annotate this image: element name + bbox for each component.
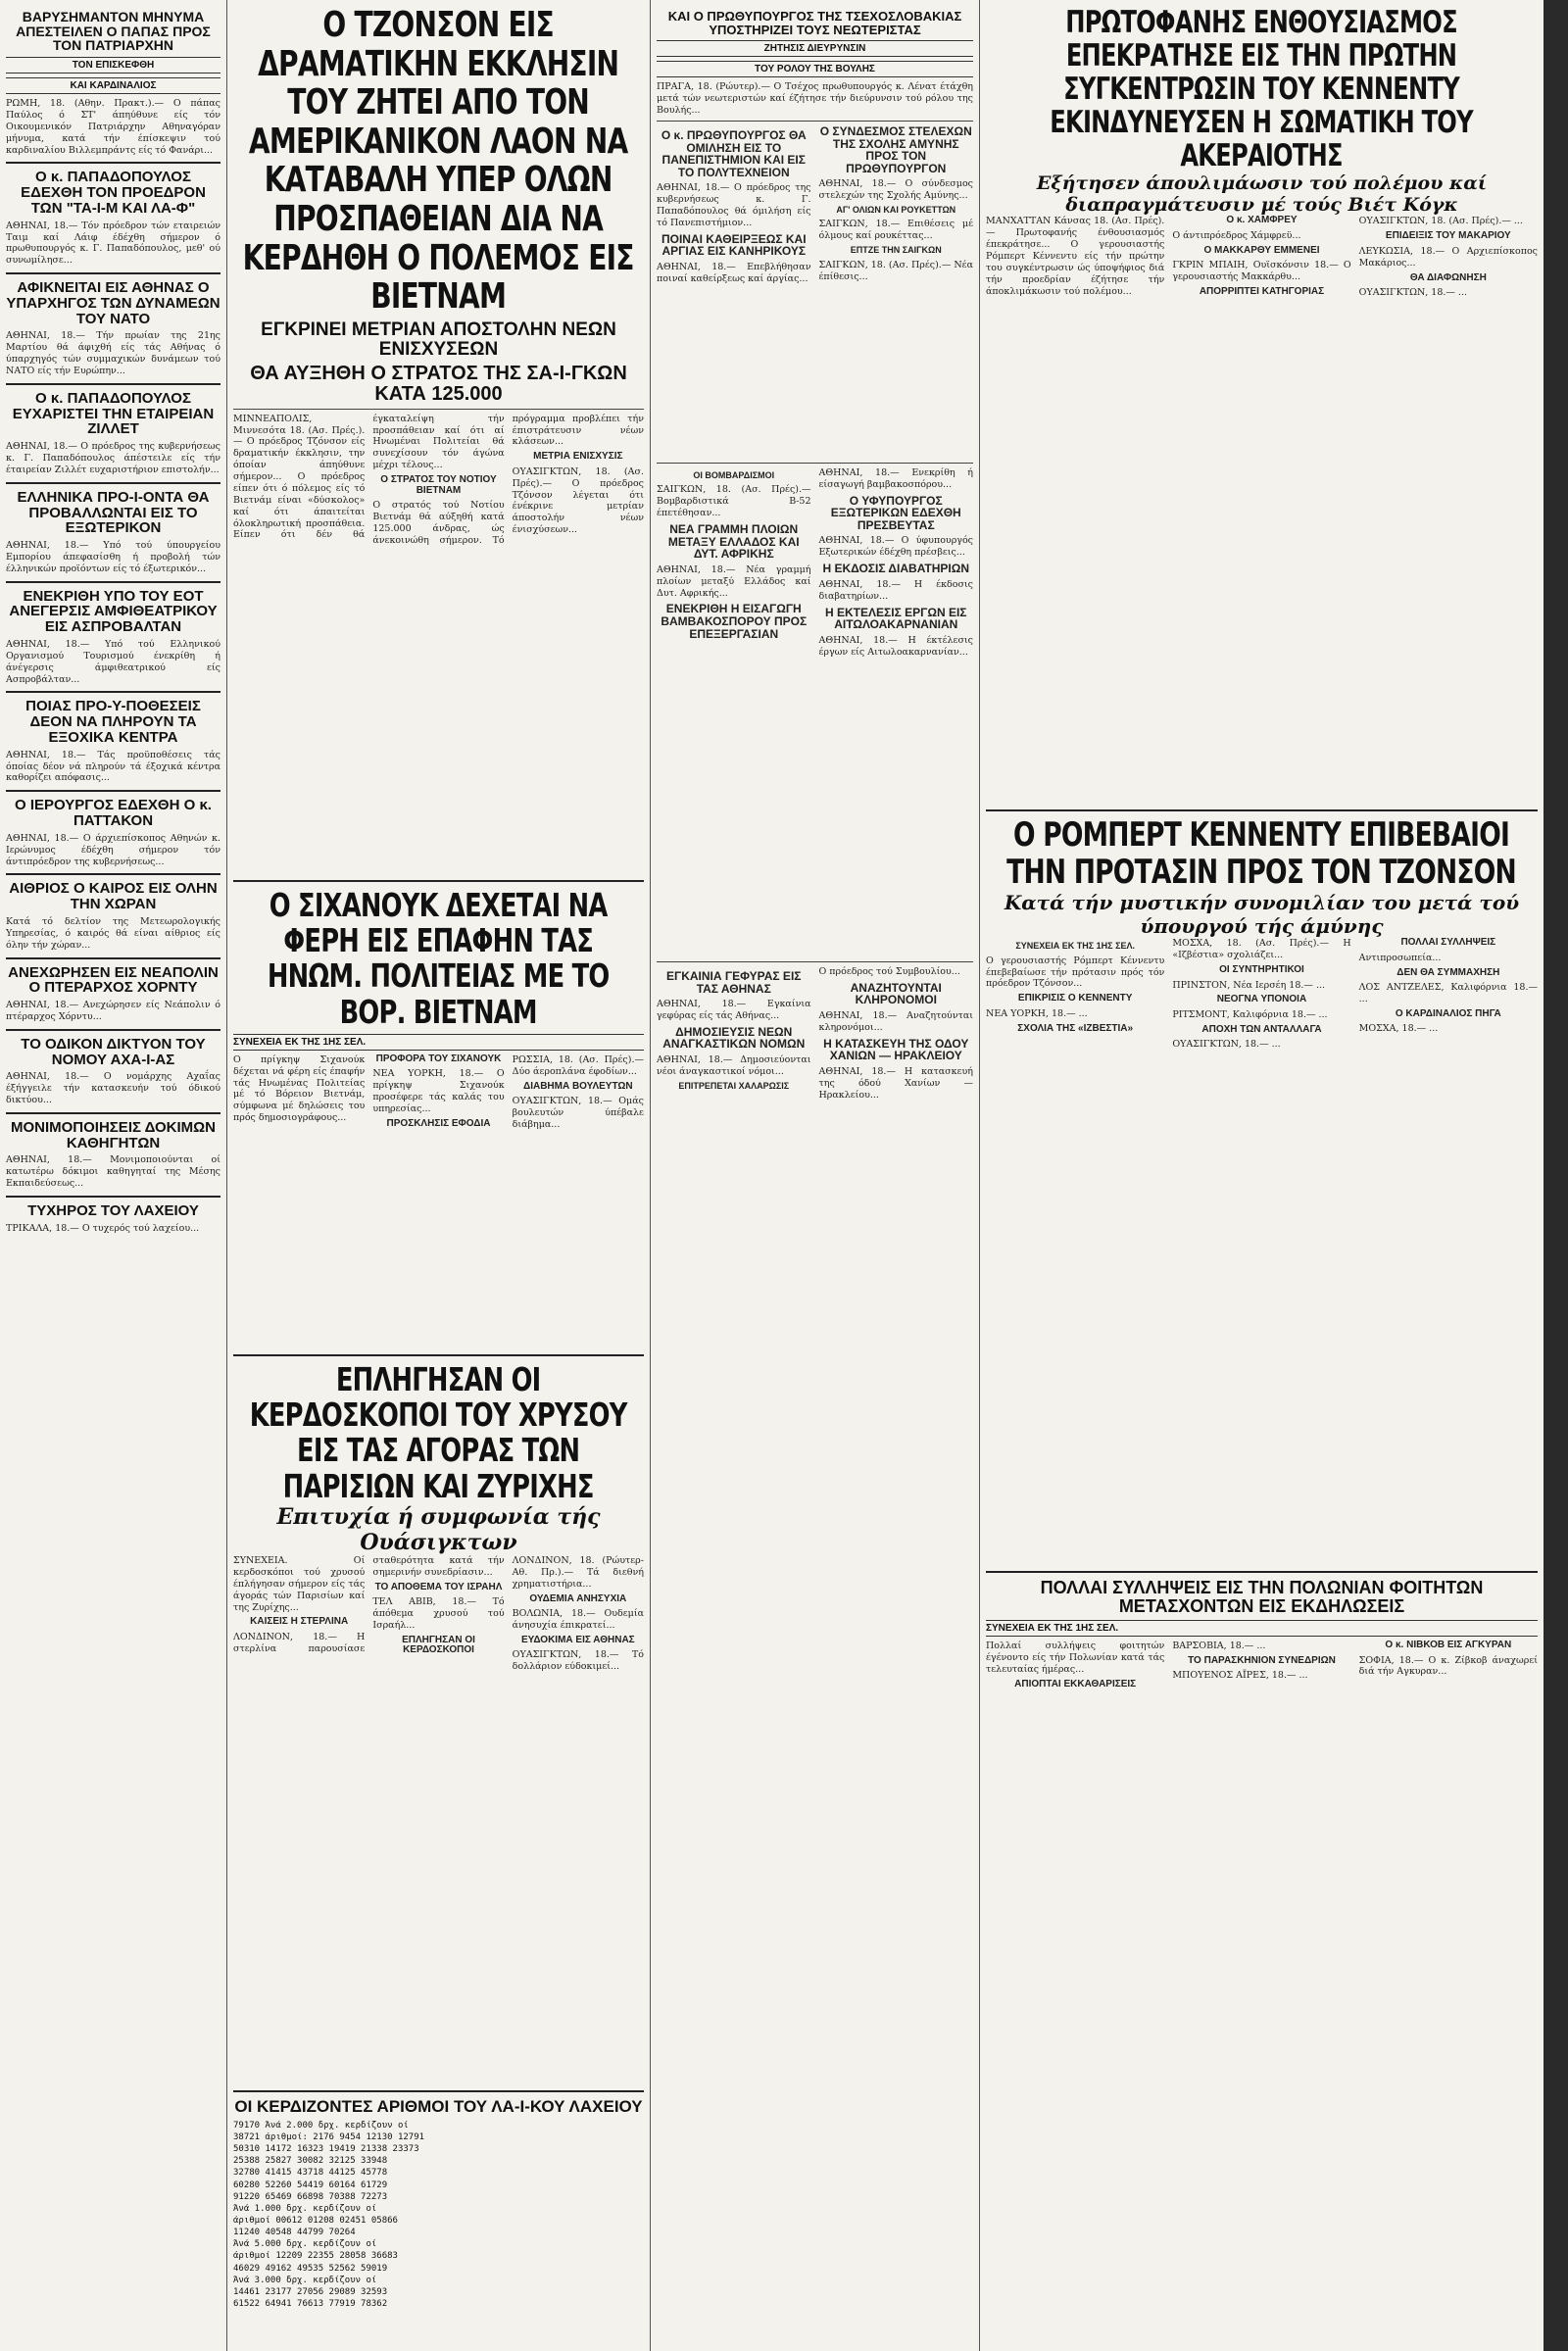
headline-deputy-foreign: Ο ΥΦΥΠΟΥΡΓΟΣ ΕΞΩΤΕΡΙΚΩΝ ΕΔΕΧΘΗ ΠΡΕΣΒΕΥΤΑΣ	[830, 493, 961, 532]
article-gold: ΣΥΝΕΧΕΙΑ. Οί κερδοσκόποι τού χρυσού έπλήγησαν σήμερον είς τάς άγοράς τών Παρισίων καί της Ζυρίχης... ΚΑΙΣΕΙΣ Η ΣΤΕΡΛΙΝΑ ΛΟΝΔΙΝΟΝ, 18.— Η στερλίνα παρουσίασε σταθερότητα κατά τήν σημερινήν συνεδρίασιν... ΤΟ ΑΠΟΘΕΜΑ ΤΟΥ ΙΣΡΑΗΛ ΤΕΛ ΑΒΙΒ, 18.— Τό άπόθεμα χρυσού τού Ισραήλ... ΕΠΛΗΓΗΣΑΝ ΟΙ ΚΕΡΔΟΣΚΟΠΟΙ ΛΟΝΔΙΝΟΝ, 18. (Ρώυτερ-Αθ. Πρ.).— Τά διεθνή χρηματιστήρια... ΟΥΔΕΜΙΑ ΑΝΗΣΥΧΙΑ ΒΟΛΩΝΙΑ, 18.— Ουδεμία άνησυχία έπικρατεί... ΕΥΔΟΚΙΜΑ ΕΙΣ ΑΘΗΝΑΣ ΟΥΑΣΙΓΚΤΩΝ, 18.— Τό δολλάριον εύδοκιμεί...	[233, 1555, 644, 1673]
page-edge-shadow	[1544, 0, 1568, 2351]
headline-kennedy-danger: ΕΚΙΝΔΥΝΕΥΣΕΝ Η ΣΩΜΑΤΙΚΗ ΤΟΥ ΑΚΕΡΑΙΟΤΗΣ	[1050, 105, 1473, 174]
headline-pope-message: ΒΑΡΥΣΗΜΑΝΤΟΝ ΜΗΝΥΜΑ ΑΠΕΣΤΕΙΛΕΝ Ο ΠΑΠΑΣ ΠΡΟΣ ΤΟΝ ΠΑΤΡΙΑΡΧΗΝ	[16, 9, 211, 54]
column-1: ΒΑΡΥΣΗΜΑΝΤΟΝ ΜΗΝΥΜΑ ΑΠΕΣΤΕΙΛΕΝ Ο ΠΑΠΑΣ ΠΡΟΣ ΤΟΝ ΠΑΤΡΙΑΡΧΗΝ ΤΟΝ ΕΠΙΣΚΕΦΘΗ ΚΑΙ ΚΑΡΔΙΝΑΛΙΟΣ ΡΩΜΗ, 18. (Αθην. Πρακτ.).— Ο πάπας Παύλος ό ΣΤ' άπηύθυνε είς τόν Οικουμενικόν Πατριάρχην Αθηναγόραν μήνυμα, κατά τήν έπίσκεψιν τού καρδιναλίου Βιλλεμπράντς είς τό Φανάρι... Ο κ. ΠΑΠΑΔΟΠΟΥΛΟΣ ΕΔΕΧΘΗ ΤΟΝ ΠΡΟΕΔΡΟΝ ΤΩΝ "ΤΑ-Ι-Μ ΚΑΙ ΛΑ-Φ" ΑΘΗΝΑΙ, 18.— Τόν πρόεδρον τών εταιρειών Ταιμ καί Λάιφ έδέχθη σήμερον ό πρωθυπουργός κ. Γ. Παπαδόπουλος, μεθ' ού συνωμίλησε... ΑΦΙΚΝΕΙΤΑΙ ΕΙΣ ΑΘΗΝΑΣ Ο ΥΠΑΡΧΗΓΟΣ ΤΩΝ ΔΥΝΑΜΕΩΝ ΤΟΥ ΝΑΤΟ ΑΘΗΝΑΙ, 18.— Τήν πρωίαν της 21ης Μαρτίου θά άφιχθή είς τάς Αθήνας ό ύπαρχηγός τών συμμαχικών δυνάμεων τού ΝΑΤΟ είς τήν Ευρώπην... Ο κ. ΠΑΠΑΔΟΠΟΥΛΟΣ ΕΥΧΑΡΙΣΤΕΙ ΤΗΝ ΕΤΑΙΡΕΙΑΝ ΖΙΛΛΕΤ ΑΘΗΝΑΙ, 18.— Ο πρόεδρος της κυβερνήσεως κ. Γ. Παπαδόπουλος άπέστειλε είς τήν έταιρείαν Ζιλλέτ ευχαριστήριον επιστολήν... ΕΛΛΗΝΙΚΑ ΠΡΟ-Ι-ΟΝΤΑ ΘΑ ΠΡΟΒΑΛΛΩΝΤΑΙ ΕΙΣ ΤΟ ΕΞΩΤΕΡΙΚΟΝ ΑΘΗΝΑΙ, 18.— Υπό τού ύπουργείου Εμπορίου άπεφασίσθη ή προβολή τών έλληνικών προϊόντων είς τό έξωτερικόν... ΕΝΕΚΡΙΘΗ ΥΠΟ ΤΟΥ ΕΟΤ ΑΝΕΓΕΡΣΙΣ ΑΜΦΙΘΕΑΤΡΙΚΟΥ ΕΙΣ ΑΣΠΡΟΒΑΛΤΑΝ ΑΘΗΝΑΙ, 18.— Υπό τού Ελληνικού Οργανισμού Τουρισμού ένεκρίθη ή άνέγερσις άμφιθεατρικού είς Ασπροβάλταν... ΠΟΙΑΣ ΠΡΟ-Υ-ΠΟΘΕΣΕΙΣ ΔΕΟΝ ΝΑ ΠΛΗΡΟΥΝ ΤΑ ΕΞΟΧΙΚΑ ΚΕΝΤΡΑ ΑΘΗΝΑΙ, 18.— Τάς προϋποθέσεις τάς όποίας δέον νά πληρούν τά έξοχικά κέντρα καθορίζει απόφασις... Ο ΙΕΡΟΥΡΓΟΣ ΕΔΕΧΘΗ Ο κ. ΠΑΤΤΑΚΟΝ ΑΘΗΝΑΙ, 18.— Ο άρχιεπίσκοπος Αθηνών κ. Ιερώνυμος έδέχθη σήμερον τόν άντιπρόεδρον της κυβερνήσεως... ΑΙΘΡΙΟΣ Ο ΚΑΙΡΟΣ ΕΙΣ ΟΛΗΝ ΤΗΝ ΧΩΡΑΝ Κατά τό δελτίον της Μετεωρολογικής Υπηρεσίας, ό καιρός θά είναι αίθριος είς όλην τήν χώραν... ΑΝΕΧΩΡΗΣΕΝ ΕΙΣ ΝΕΑΠΟΛΙΝ Ο ΠΤΕΡΑΡΧΟΣ ΧΟΡΝΤΥ ΑΘΗΝΑΙ, 18.— Ανεχώρησεν είς Νεάπολιν ό πτέραρχος Χόρντυ... ΤΟ ΟΔΙΚΟΝ ΔΙΚΤΥΟΝ ΤΟΥ ΝΟΜΟΥ ΑΧΑ-Ι-ΑΣ ΑΘΗΝΑΙ, 18.— Ο νομάρχης Αχαΐας έξήγγειλε τήν κατασκευήν τού όδικού δικτύου... ΜΟΝΙΜΟΠΟΙΗΣΕΙΣ ΔΟΚΙΜΩΝ ΚΑΘΗΓΗΤΩΝ ΑΘΗΝΑΙ, 18.— Μονιμοποιούνται οί κατωτέρω δόκιμοι καθηγηταί της Μέσης Εκπαιδεύσεως... ΤΥΧΗΡΟΣ ΤΟΥ ΛΑΧΕΙΟΥ ΤΡΙΚΑΛΑ, 18.— Ο τυχερός τού λαχείου...	[0, 0, 227, 2351]
headline-gold-speculators: ΕΠΛΗΓΗΣΑΝ ΟΙ ΚΕΡΔΟΣΚΟΠΟΙ ΤΟΥ ΧΡΥΣΟΥ ΕΙΣ ΤΑΣ ΑΓΟΡΑΣ ΤΩΝ ΠΑΡΙΣΙΩΝ ΚΑΙ ΖΥΡΙΧΗΣ	[249, 1359, 627, 1505]
headline-lottery-winner: ΤΥΧΗΡΟΣ ΤΟΥ ΛΑΧΕΙΟΥ	[27, 1202, 199, 1220]
subhead-visit: ΤΟΝ ΕΠΙΣΚΕΦΘΗ	[6, 57, 220, 73]
lottery-numbers: 79170 Άνά 2.000 δρχ. κερδίζουν οί 38721 άριθμοί: 2176 9454 12130 12791 50310 14172 16323 19419 21338 23373 25388 25827 30082 32125 33948 32780 41415 43718 44125 45778 60280 52260 54419 60164 61729 91220 65469 66898 70388 72273 Άνά 1.000 δρχ. κερδίζουν οί άριθμοί 00612 01208 02451 05866 11240 40548 44799 70264 Άνά 5.000 δρχ. κερδίζουν οί άριθμοί 12209 22355 28058 36683 46029 49162 49535 52562 59019 Άνά 3.000 δρχ. κερδίζουν οί 14461 23177 27056 29089 32593 61522 64941 76613 77919 78362	[233, 2120, 425, 2309]
subhead-washington-agreement: Επιτυχία ή συμφωνία τής Ουάσιγκτων	[276, 1504, 601, 1555]
headline-heirs: ΑΝΑΖΗΤΟΥΝΤΑΙ ΚΛΗΡΟΝΟΜΟΙ	[850, 980, 942, 1007]
headline-bridge: ΕΓΚΑΙΝΙΑ ΓΕΦΥΡΑΣ ΕΙΣ ΤΑΣ ΑΘΗΝΑΣ	[666, 968, 802, 996]
subhead-reinforcements: ΕΓΚΡΙΝΕΙ ΜΕΤΡΙΑΝ ΑΠΟΣΤΟΛΗΝ ΝΕΩΝ ΕΝΙΣΧΥΣΕΩΝ	[261, 318, 616, 360]
headline-passports: Η ΕΚΔΟΣΙΣ ΔΙΑΒΑΤΗΡΙΩΝ	[822, 562, 969, 576]
headline-air-marshal: ΑΝΕΧΩΡΗΣΕΝ ΕΙΣ ΝΕΑΠΟΛΙΝ Ο ΠΤΕΡΑΡΧΟΣ ΧΟΡΝΤΥ	[8, 963, 219, 997]
article-kennedy: ΜΑΝΧΑΤΤΑΝ Κάνσας 18. (Ασ. Πρές).— Πρωτοφανής ένθουσιασμός έπεκράτησε... Ο γερουσιαστής Ρόμπερτ Κέννεντυ είς τήν πρώτην του συγκέντρωσιν ώς ύποψήφιος διά τήν προεδρίαν έζήτησε τήν άποκλιμάκωσιν τού πολέμου... Ο κ. ΧΑΜΦΡΕΥ Ο άντιπρόεδρος Χάμφρεϋ... Ο ΜΑΚΚΑΡΘΥ ΕΜΜΕΝΕΙ ΓΚΡΙΝ ΜΠΑΙΗ, Ουϊσκόνσιν 18.— Ο γερουσιαστής Μακκάρθυ... ΑΠΟΡΡΙΠΤΕΙ ΚΑΤΗΓΟΡΙΑΣ ΟΥΑΣΙΓΚΤΩΝ, 18. (Ασ. Πρές).— ... ΕΠΙΔΕΙΞΙΣ ΤΟΥ ΜΑΚΑΡΙΟΥ ΛΕΥΚΩΣΙΑ, 18.— Ο Αρχιεπίσκοπος Μακάριος... ΘΑ ΔΙΑΦΩΝΗΣΗ ΟΥΑΣΙΓΚΤΩΝ, 18.— ...	[986, 216, 1538, 299]
headline-kennedy-enthusiasm: ΠΡΩΤΟΦΑΝΗΣ ΕΝΘΟΥΣΙΑΣΜΟΣ ΕΠΕΚΡΑΤΗΣΕ ΕΙΣ ΤΗΝ ΠΡΩΤΗΝ ΣΥΓΚΕΝΤΡΩΣΙΝ ΤΟΥ ΚΕΝΝΕΝΤΥ	[1063, 5, 1459, 108]
headline-pm-university: Ο κ. ΠΡΩΘΥΠΟΥΡΓΟΣ ΘΑ ΟΜΙΛΗΣΗ ΕΙΣ ΤΟ ΠΑΝΕΠΙΣΤΗΜΙΟΝ ΚΑΙ ΕΙΣ ΤΟ ΠΟΛΥΤΕΧΝΕΙΟΝ	[661, 127, 807, 179]
headline-gillette: Ο κ. ΠΑΠΑΔΟΠΟΥΛΟΣ ΕΥΧΑΡΙΣΤΕΙ ΤΗΝ ΕΤΑΙΡΕΙΑΝ ΖΙΛΛΕΤ	[12, 389, 215, 438]
article-kennedy-proposal: ΣΥΝΕΧΕΙΑ ΕΚ ΤΗΣ 1ΗΣ ΣΕΛ. Ο γερουσιαστής Ρόμπερτ Κέννεντυ έπεβεβαίωσε τήν πρότασιν πρός τόν πρόεδρον Τζόνσον... ΕΠΙΚΡΙΣΙΣ Ο ΚΕΝΝΕΝΤΥ ΝΕΑ ΥΟΡΚΗ, 18.— ... ΣΧΟΛΙΑ ΤΗΣ «ΙΖΒΕΣΤΙΑ» ΜΟΣΧΑ, 18. (Ασ. Πρές).— Η «Ιζβέστια» σχολιάζει... ΟΙ ΣΥΝΤΗΡΗΤΙΚΟΙ ΠΡΙΝΣΤΟΝ, Νέα Ιερσέη 18.— ... ΝΕΟΓΝΑ ΥΠΟΝΟΙΑ ΡΙΤΣΜΟΝΤ, Καλιφόρνια 18.— ... ΑΠΟΧΗ ΤΩΝ ΑΝΤΑΛΛΑΓΑ ΟΥΑΣΙΓΚΤΩΝ, 18.— ... ΠΟΛΛΑΙ ΣΥΛΛΗΨΕΙΣ Αντιπροσωπεία... ΔΕΝ ΘΑ ΣΥΜΜΑΧΗΣΗ ΛΟΣ ΑΝΤΖΕΛΕΣ, Καλιφόρνια 18.— ... Ο ΚΑΡΔΙΝΑΛΙΟΣ ΠΗΓΑ ΜΟΣΧΑ, 18.— ...	[986, 938, 1538, 1051]
headline-kennedy-confirms: Ο ΡΟΜΠΕΡΤ ΚΕΝΝΕΝΤΥ ΕΠΙΒΕΒΑΙΟΙ ΤΗΝ ΠΡΟΤΑΣΙΝ ΠΡΟΣ ΤΟΝ ΤΖΟΝΣΟΝ	[1006, 815, 1516, 892]
article-text: ΡΩΜΗ, 18. (Αθην. Πρακτ.).— Ο πάπας Παύλος ό ΣΤ' άπηύθυνε είς τόν Οικουμενικόν Πατριάρχην Αθηναγόραν μήνυμα, κατά τήν έπίσκεψιν τού καρδιναλίου Βιλλεμπράντς είς τό Φανάρι...	[6, 98, 220, 156]
column-3: ΚΑΙ Ο ΠΡΩΘΥΠΟΥΡΓΟΣ ΤΗΣ ΤΣΕΧΟΣΛΟΒΑΚΙΑΣ ΥΠΟΣΤΗΡΙΖΕΙ ΤΟΥΣ ΝΕΩΤΕΡΙΣΤΑΣ ΖΗΤΗΣΙΣ ΔΙΕΥΡΥΝΣΙΝ ΤΟΥ ΡΟΛΟΥ ΤΗΣ ΒΟΥΛΗΣ ΠΡΑΓΑ, 18. (Ρώυτερ).— Ο Τσέχος πρωθυπουργός κ. Λένατ έτάχθη μετά τών νεωτεριστών καί έζήτησε τήν διεύρυνσιν τού ρόλου της Βουλής... Ο κ. ΠΡΩΘΥΠΟΥΡΓΟΣ ΘΑ ΟΜΙΛΗΣΗ ΕΙΣ ΤΟ ΠΑΝΕΠΙΣΤΗΜΙΟΝ ΚΑΙ ΕΙΣ ΤΟ ΠΟΛΥΤΕΧΝΕΙΟΝ ΑΘΗΝΑΙ, 18.— Ο πρόεδρος της κυβερνήσεως κ. Γ. Παπαδόπουλος θά όμιλήση είς τό Πανεπιστήμιον... ΠΟΙΝΑΙ ΚΑΘΕΙΡΞΕΩΣ ΚΑΙ ΑΡΓΙΑΣ ΕΙΣ ΚΑΝΗΡΙΚΟΥΣ ΑΘΗΝΑΙ, 18.— Επεβλήθησαν ποιναί καθείρξεως καί άργίας... Ο ΣΥΝΔΕΣΜΟΣ ΣΤΕΛΕΧΩΝ ΤΗΣ ΣΧΟΛΗΣ ΑΜΥΝΗΣ ΠΡΟΣ ΤΟΝ ΠΡΩΘΥΠΟΥΡΓΟΝ ΑΘΗΝΑΙ, 18.— Ο σύνδεσμος στελεχών της Σχολής Αμύνης... ΑΓ' ΟΛΙΩΝ ΚΑΙ ΡΟΥΚΕΤΤΩΝ ΣΑΙΓΚΩΝ, 18.— Επιθέσεις μέ όλμους καί ρουκέττας... ΕΠΤΖΕ ΤΗΝ ΣΑΙΓΚΩΝ ΣΑΙΓΚΩΝ, 18. (Ασ. Πρές).— Νέα έπίθεσις... ΟΙ ΒΟΜΒΑΡΔΙΣΜΟΙ ΣΑΙΓΚΩΝ, 18. (Ασ. Πρές).— Βομβαρδιστικά Β-52 έπετέθησαν... ΝΕΑ ΓΡΑΜΜΗ ΠΛΟΙΩΝ ΜΕΤΑΞΥ ΕΛΛΑΔΟΣ ΚΑΙ ΔΥΤ. ΑΦΡΙΚΗΣ ΑΘΗΝΑΙ, 18.— Νέα γραμμή πλοίων μεταξύ Ελλάδος καί Δυτ. Αφρικής... ΕΝΕΚΡΙΘΗ Η ΕΙΣΑΓΩΓΗ ΒΑΜΒΑΚΟΣΠΟΡΟΥ ΠΡΟΣ ΕΠΕΞΕΡΓΑΣΙΑΝ ΑΘΗΝΑΙ, 18.— Ενεκρίθη ή είσαγωγή βαμβακοσπόρου... Ο ΥΦΥΠΟΥΡΓΟΣ ΕΞΩΤΕΡΙΚΩΝ ΕΔΕΧΘΗ ΠΡΕΣΒΕΥΤΑΣ ΑΘΗΝΑΙ, 18.— Ο ύφυπουργός Εξωτερικών έδέχθη πρέσβεις... Η ΕΚΔΟΣΙΣ ΔΙΑΒΑΤΗΡΙΩΝ ΑΘΗΝΑΙ, 18.— Η έκδοσις διαβατηρίων... Η ΕΚΤΕΛΕΣΙΣ ΕΡΓΩΝ ΕΙΣ ΑΙΤΩΛΟΑΚΑΡΝΑΝΙΑΝ ΑΘΗΝΑΙ, 18.— Η έκτέλεσις έργων είς Αιτωλοακαρνανίαν... ΕΓΚΑΙΝΙΑ ΓΕΦΥΡΑΣ ΕΙΣ ΤΑΣ ΑΘΗΝΑΣ ΑΘΗΝΑΙ, 18.— Εγκαίνια γεφύρας είς τάς Αθήνας... ΔΗΜΟΣΙΕΥΣΙΣ ΝΕΩΝ ΑΝΑΓΚΑΣΤΙΚΩΝ ΝΟΜΩΝ ΑΘΗΝΑΙ, 18.— Δημοσιεύονται νέοι άναγκαστικοί νόμοι... ΕΠΙΤΡΕΠΕΤΑΙ ΧΑΛΑΡΩΣΙΣ Ο πρόεδρος τού Συμβουλίου... ΑΝΑΖΗΤΟΥΝΤΑΙ ΚΛΗΡΟΝΟΜΟΙ ΑΘΗΝΑΙ, 18.— Αναζητούνται κληρονόμοι... Η ΚΑΤΑΣΚΕΥΗ ΤΗΣ ΟΔΟΥ ΧΑΝΙΩΝ — ΗΡΑΚΛΕΙΟΥ ΑΘΗΝΑΙ, 18.— Η κατασκευή της όδού Χανίων — Ηρακλείου...	[651, 0, 980, 2351]
headline-pattakos: Ο ΙΕΡΟΥΡΓΟΣ ΕΔΕΧΘΗ Ο κ. ΠΑΤΤΑΚΟΝ	[15, 797, 212, 830]
subhead-secret-talk: Κατά τήν μυστικήν συνομιλίαν του μετά τού ύπουργού τής άμύνης	[1004, 891, 1520, 939]
headline-works: Η ΕΚΤΕΛΕΣΙΣ ΕΡΓΩΝ ΕΙΣ ΑΙΤΩΛΟΑΚΑΡΝΑΝΙΑΝ	[825, 605, 967, 632]
headline-defence-school: Ο ΣΥΝΔΕΣΜΟΣ ΣΤΕΛΕΧΩΝ ΤΗΣ ΣΧΟΛΗΣ ΑΜΥΝΗΣ ΠΡΟΣ ΤΟΝ ΠΡΩΘΥΠΟΥΡΓΟΝ	[819, 124, 972, 175]
headline-cottonseed: ΕΝΕΚΡΙΘΗ Η ΕΙΣΑΓΩΓΗ ΒΑΜΒΑΚΟΣΠΟΡΟΥ ΠΡΟΣ ΕΠΕΞΕΡΓΑΣΙΑΝ	[661, 602, 808, 641]
headline-road-chania: Η ΚΑΤΑΣΚΕΥΗ ΤΗΣ ΟΔΟΥ ΧΑΝΙΩΝ — ΗΡΑΚΛΕΙΟΥ	[823, 1036, 969, 1063]
headline-czech-pm: ΚΑΙ Ο ΠΡΩΘΥΠΟΥΡΓΟΣ ΤΗΣ ΤΣΕΧΟΣΛΟΒΑΚΙΑΣ ΥΠΟΣΤΗΡΙΖΕΙ ΤΟΥΣ ΝΕΩΤΕΡΙΣΤΑΣ	[667, 9, 962, 37]
headline-greek-products: ΕΛΛΗΝΙΚΑ ΠΡΟ-Ι-ΟΝΤΑ ΘΑ ΠΡΟΒΑΛΛΩΝΤΑΙ ΕΙΣ ΤΟ ΕΞΩΤΕΡΙΚΟΝ	[17, 488, 210, 537]
column-2: Ο ΤΖΟΝΣΟΝ ΕΙΣ ΔΡΑΜΑΤΙΚΗΝ ΕΚΚΛΗΣΙΝ ΤΟΥ ΖΗΤΕΙ ΑΠΟ ΤΟΝ ΑΜΕΡΙΚΑΝΙΚΟΝ ΛΑΟΝ ΝΑ ΚΑΤΑΒΑΛΗ ΥΠΕΡ ΟΛΩΝ ΠΡΟΣΠΑΘΕΙΑΝ ΔΙΑ ΝΑ ΚΕΡΔΗΘΗ Ο ΠΟΛΕΜΟΣ ΕΙΣ ΒΙΕΤΝΑΜ ΕΓΚΡΙΝΕΙ ΜΕΤΡΙΑΝ ΑΠΟΣΤΟΛΗΝ ΝΕΩΝ ΕΝΙΣΧΥΣΕΩΝ ΘΑ ΑΥΞΗΘΗ Ο ΣΤΡΑΤΟΣ ΤΗΣ ΣΑ-Ι-ΓΚΩΝ ΚΑΤΑ 125.000 ΜΙΝΝΕΑΠΟΛΙΣ, Μιννεσότα 18. (Ασ. Πρές.).— Ο πρόεδρος Τζόνσον είς δραματικήν έκκλησιν, την όποίαν άπηύθυνε σήμερον... Ο πρόεδρος είπεν ότι ό πόλεμος είς τό Βιετνάμ είναι «δύσκολος» καί ότι άπαιτείται όλοκληρωτική προσπάθεια. Είπεν ότι δέν θά έγκαταλείψη τήν προσπάθειαν καί ότι αί Ηνωμέναι Πολιτείαι θά συνεχίσουν τόν άγώνα μέχρι τέλους... Ο ΣΤΡΑΤΟΣ ΤΟΥ ΝΟΤΙΟΥ ΒΙΕΤΝΑΜ Ο στρατός τού Νοτίου Βιετνάμ θά αύξηθή κατά 125.000 άνδρας, ώς άνεκοινώθη σήμερον. Τό πρόγραμμα προβλέπει τήν έπιστράτευσιν νέων κλάσεων... ΜΕΤΡΙΑ ΕΝΙΣΧΥΣΙΣ ΟΥΑΣΙΓΚΤΩΝ, 18. (Ασ. Πρές).— Ο πρόεδρος Τζόνσον λέγεται ότι ένέκρινε μετρίαν άποστολήν νέων ένισχύσεων... Ο ΣΙΧΑΝΟΥΚ ΔΕΧΕΤΑΙ ΝΑ ΦΕΡΗ ΕΙΣ ΕΠΑΦΗΝ ΤΑΣ ΗΝΩΜ. ΠΟΛΙΤΕΙΑΣ ΜΕ ΤΟ ΒΟΡ. ΒΙΕΤΝΑΜ ΣΥΝΕΧΕΙΑ ΕΚ ΤΗΣ 1ΗΣ ΣΕΛ. Ο πρίγκηψ Σιχανούκ δέχεται νά φέρη είς έπαφήν τάς Ηνωμένας Πολιτείας μέ τό Βόρειον Βιετνάμ, σύμφωνα μέ δηλώσεις του πρός δημοσιογράφους... ΠΡΟΦΟΡΑ ΤΟΥ ΣΙΧΑΝΟΥΚ ΝΕΑ ΥΟΡΚΗ, 18.— Ο πρίγκηψ Σιχανούκ προσέφερε τάς καλάς του υπηρεσίας... ΠΡΟΣΚΛΗΣΙΣ ΕΦΟΔΙΑ ΡΩΣΣΙΑ, 18. (Ασ. Πρές).— Δύο άεροπλάνα έφοδίων... ΔΙΑΒΗΜΑ ΒΟΥΛΕΥΤΩΝ ΟΥΑΣΙΓΚΤΩΝ, 18.— Ομάς βουλευτών ύπέβαλε διάβημα... ΕΠΛΗΓΗΣΑΝ ΟΙ ΚΕΡΔΟΣΚΟΠΟΙ ΤΟΥ ΧΡΥΣΟΥ ΕΙΣ ΤΑΣ ΑΓΟΡΑΣ ΤΩΝ ΠΑΡΙΣΙΩΝ ΚΑΙ ΖΥΡΙΧΗΣ Επιτυχία ή συμφωνία τής Ουάσιγκτων ΣΥΝΕΧΕΙΑ. Οί κερδοσκόποι τού χρυσού έπλήγησαν σήμερον είς τάς άγοράς τών Παρισίων καί της Ζυρίχης... ΚΑΙΣΕΙΣ Η ΣΤΕΡΛΙΝΑ ΛΟΝΔΙΝΟΝ, 18.— Η στερλίνα παρουσίασε σταθερότητα κατά τήν σημερινήν συνεδρίασιν... ΤΟ ΑΠΟΘΕΜΑ ΤΟΥ ΙΣΡΑΗΛ ΤΕΛ ΑΒΙΒ, 18.— Τό άπόθεμα χρυσού τού Ισραήλ... ΕΠΛΗΓΗΣΑΝ ΟΙ ΚΕΡΔΟΣΚΟΠΟΙ ΛΟΝΔΙΝΟΝ, 18. (Ρώυτερ-Αθ. Πρ.).— Τά διεθνή χρηματιστήρια... ΟΥΔΕΜΙΑ ΑΝΗΣΥΧΙΑ ΒΟΛΩΝΙΑ, 18.— Ουδεμία άνησυχία έπικρατεί... ΕΥΔΟΚΙΜΑ ΕΙΣ ΑΘΗΝΑΣ ΟΥΑΣΙΓΚΤΩΝ, 18.— Τό δολλάριον εύδοκιμεί... ΟΙ ΚΕΡΔΙΖΟΝΤΕΣ ΑΡΙΘΜΟΙ ΤΟΥ ΛΑ-Ι-ΚΟΥ ΛΑΧΕΙΟΥ 79170 Άνά 2.000 δρχ. κερδίζουν οί 38721 άριθμοί: 2176 9454 12130 12791 50310 14172 16323 19419 21338 23373 25388 25827 30082 32125 33948 32780 41415 43718 44125 45778 60280 52260 54419 60164 61729 91220 65469 66898 70388 72273 Άνά 1.000 δρχ. κερδίζουν οί άριθμοί 00612 01208 02451 05866 11240 40548 44799 70264 Άνά 5.000 δρχ. κερδίζουν οί άριθμοί 12209 22355 28058 36683 46029 49162 49535 52562 59019 Άνά 3.000 δρχ. κερδίζουν οί 14461 23177 27056 29089 32593 61522 64941 76613 77919 78362	[227, 0, 651, 2351]
subhead-kennedy-demands: Εξήτησεν άπουλιμάωσιν τού πολέμου καί διαπραγμάτευσιν μέ τούς Βιέτ Κόγκ	[1036, 172, 1488, 217]
headline-road-network: ΤΟ ΟΔΙΚΟΝ ΔΙΚΤΥΟΝ ΤΟΥ ΝΟΜΟΥ ΑΧΑ-Ι-ΑΣ	[21, 1035, 206, 1068]
article-johnson: ΜΙΝΝΕΑΠΟΛΙΣ, Μιννεσότα 18. (Ασ. Πρές.).— Ο πρόεδρος Τζόνσον είς δραματικήν έκκλησιν, την όποίαν άπηύθυνε σήμερον... Ο πρόεδρος είπεν ότι ό πόλεμος είς τό Βιετνάμ είναι «δύσκολος» καί ότι άπαιτείται όλοκληρωτική προσπάθεια. Είπεν ότι δέν θά έγκαταλείψη τήν προσπάθειαν καί ότι αί Ηνωμέναι Πολιτείαι θά συνεχίσουν τόν άγώνα μέχρι τέλους... Ο ΣΤΡΑΤΟΣ ΤΟΥ ΝΟΤΙΟΥ ΒΙΕΤΝΑΜ Ο στρατός τού Νοτίου Βιετνάμ θά αύξηθή κατά 125.000 άνδρας, ώς άνεκοινώθη σήμερον. Τό πρόγραμμα προβλέπει τήν έπιστράτευσιν νέων κλάσεων... ΜΕΤΡΙΑ ΕΝΙΣΧΥΣΙΣ ΟΥΑΣΙΓΚΤΩΝ, 18. (Ασ. Πρές).— Ο πρόεδρος Τζόνσον λέγεται ότι ένέκρινε μετρίαν άποστολήν νέων ένισχύσεων...	[233, 413, 644, 546]
headline-penalties: ΠΟΙΝΑΙ ΚΑΘΕΙΡΞΕΩΣ ΚΑΙ ΑΡΓΙΑΣ ΕΙΣ ΚΑΝΗΡΙΚΟΥΣ	[661, 231, 807, 259]
headline-amphitheatre: ΕΝΕΚΡΙΘΗ ΥΠΟ ΤΟΥ ΕΟΤ ΑΝΕΓΕΡΣΙΣ ΑΜΦΙΘΕΑΤΡΙΚΟΥ ΕΙΣ ΑΣΠΡΟΒΑΛΤΑΝ	[9, 587, 218, 636]
subhead-moderate: ΜΕΤΡΙΑ ΕΝΙΣΧΥΣΙΣ	[533, 451, 623, 463]
subhead-south-army: Ο ΣΤΡΑΤΟΣ ΤΟΥ ΝΟΤΙΟΥ ΒΙΕΤΝΑΜ	[380, 474, 497, 496]
headline-lottery: ΟΙ ΚΕΡΔΙΖΟΝΤΕΣ ΑΡΙΘΜΟΙ ΤΟΥ ΛΑ-Ι-ΚΟΥ ΛΑΧΕΙΟΥ	[234, 2097, 643, 2116]
headline-new-laws: ΔΗΜΟΣΙΕΥΣΙΣ ΝΕΩΝ ΑΝΑΓΚΑΣΤΙΚΩΝ ΝΟΜΩΝ	[662, 1024, 806, 1052]
headline-holiday-centres: ΠΟΙΑΣ ΠΡΟ-Υ-ΠΟΘΕΣΕΙΣ ΔΕΟΝ ΝΑ ΠΛΗΡΟΥΝ ΤΑ ΕΞΟΧΙΚΑ ΚΕΝΤΡΑ	[25, 698, 201, 746]
article-sihanouk: Ο πρίγκηψ Σιχανούκ δέχεται νά φέρη είς έπαφήν τάς Ηνωμένας Πολιτείας μέ τό Βόρειον Βιετνάμ, σύμφωνα μέ δηλώσεις του πρός δημοσιογράφους... ΠΡΟΦΟΡΑ ΤΟΥ ΣΙΧΑΝΟΥΚ ΝΕΑ ΥΟΡΚΗ, 18.— Ο πρίγκηψ Σιχανούκ προσέφερε τάς καλάς του υπηρεσίας... ΠΡΟΣΚΛΗΣΙΣ ΕΦΟΔΙΑ ΡΩΣΣΙΑ, 18. (Ασ. Πρές).— Δύο άεροπλάνα έφοδίων... ΔΙΑΒΗΜΑ ΒΟΥΛΕΥΤΩΝ ΟΥΑΣΙΓΚΤΩΝ, 18.— Ομάς βουλευτών ύπέβαλε διάβημα...	[233, 1053, 644, 1130]
headline-nato-deputy: ΑΦΙΚΝΕΙΤΑΙ ΕΙΣ ΑΘΗΝΑΣ Ο ΥΠΑΡΧΗΓΟΣ ΤΩΝ ΔΥΝΑΜΕΩΝ ΤΟΥ ΝΑΤΟ	[6, 279, 220, 327]
article-poland: Πολλαί συλλήψεις φοιτητών έγένοντο είς τήν Πολωνίαν κατά τάς τελευταίας ήμέρας... ΑΠΙΟΠΤΑΙ ΕΚΚΑΘΑΡΙΣΕΙΣ ΒΑΡΣΟΒΙΑ, 18.— ... ΤΟ ΠΑΡΑΣΚΗΝΙΟΝ ΣΥΝΕΔΡΙΩΝ ΜΠΟΥΕΝΟΣ ΑΪΡΕΣ, 18.— ... Ο κ. ΝΙΒΚΟΒ ΕΙΣ ΑΓΚΥΡΑΝ ΣΟΦΙΑ, 18.— Ο κ. Ζίβκοβ άναχωρεί διά τήν Αγκυραν...	[986, 1641, 1538, 1690]
headline-weather: ΑΙΘΡΙΟΣ Ο ΚΑΙΡΟΣ ΕΙΣ ΟΛΗΝ ΤΗΝ ΧΩΡΑΝ	[9, 880, 218, 913]
headline-papadopoulos-received: Ο κ. ΠΑΠΑΔΟΠΟΥΛΟΣ ΕΔΕΧΘΗ ΤΟΝ ΠΡΟΕΔΡΟΝ ΤΩΝ "ΤΑ-Ι-Μ ΚΑΙ ΛΑ-Φ"	[21, 169, 206, 217]
headline-poland-arrests: ΠΟΛΛΑΙ ΣΥΛΛΗΨΕΙΣ ΕΙΣ ΤΗΝ ΠΟΛΩΝΙΑΝ ΦΟΙΤΗΤΩΝ ΜΕΤΑΣΧΟΝΤΩΝ ΕΙΣ ΕΚΔΗΛΩΣΕΙΣ	[1040, 1578, 1484, 1617]
column-4: ΠΡΩΤΟΦΑΝΗΣ ΕΝΘΟΥΣΙΑΣΜΟΣ ΕΠΕΚΡΑΤΗΣΕ ΕΙΣ ΤΗΝ ΠΡΩΤΗΝ ΣΥΓΚΕΝΤΡΩΣΙΝ ΤΟΥ ΚΕΝΝΕΝΤΥ ΕΚΙΝΔΥΝΕΥΣΕΝ Η ΣΩΜΑΤΙΚΗ ΤΟΥ ΑΚΕΡΑΙΟΤΗΣ Εξήτησεν άπουλιμάωσιν τού πολέμου καί διαπραγμάτευσιν μέ τούς Βιέτ Κόγκ ΜΑΝΧΑΤΤΑΝ Κάνσας 18. (Ασ. Πρές).— Πρωτοφανής ένθουσιασμός έπεκράτησε... Ο γερουσιαστής Ρόμπερτ Κέννεντυ είς τήν πρώτην του συγκέντρωσιν ώς ύποψήφιος διά τήν προεδρίαν έζήτησε τήν άποκλιμάκωσιν τού πολέμου... Ο κ. ΧΑΜΦΡΕΥ Ο άντιπρόεδρος Χάμφρεϋ... Ο ΜΑΚΚΑΡΘΥ ΕΜΜΕΝΕΙ ΓΚΡΙΝ ΜΠΑΙΗ, Ουϊσκόνσιν 18.— Ο γερουσιαστής Μακκάρθυ... ΑΠΟΡΡΙΠΤΕΙ ΚΑΤΗΓΟΡΙΑΣ ΟΥΑΣΙΓΚΤΩΝ, 18. (Ασ. Πρές).— ... ΕΠΙΔΕΙΞΙΣ ΤΟΥ ΜΑΚΑΡΙΟΥ ΛΕΥΚΩΣΙΑ, 18.— Ο Αρχιεπίσκοπος Μακάριος... ΘΑ ΔΙΑΦΩΝΗΣΗ ΟΥΑΣΙΓΚΤΩΝ, 18.— ... Ο ΡΟΜΠΕΡΤ ΚΕΝΝΕΝΤΥ ΕΠΙΒΕΒΑΙΟΙ ΤΗΝ ΠΡΟΤΑΣΙΝ ΠΡΟΣ ΤΟΝ ΤΖΟΝΣΟΝ Κατά τήν μυστικήν συνομιλίαν του μετά τού ύπουργού τής άμύνης ΣΥΝΕΧΕΙΑ ΕΚ ΤΗΣ 1ΗΣ ΣΕΛ. Ο γερουσιαστής Ρόμπερτ Κέννεντυ έπεβεβαίωσε τήν πρότασιν πρός τόν πρόεδρον Τζόνσον... ΕΠΙΚΡΙΣΙΣ Ο ΚΕΝΝΕΝΤΥ ΝΕΑ ΥΟΡΚΗ, 18.— ... ΣΧΟΛΙΑ ΤΗΣ «ΙΖΒΕΣΤΙΑ» ΜΟΣΧΑ, 18. (Ασ. Πρές).— Η «Ιζβέστια» σχολιάζει... ΟΙ ΣΥΝΤΗΡΗΤΙΚΟΙ ΠΡΙΝΣΤΟΝ, Νέα Ιερσέη 18.— ... ΝΕΟΓΝΑ ΥΠΟΝΟΙΑ ΡΙΤΣΜΟΝΤ, Καλιφόρνια 18.— ... ΑΠΟΧΗ ΤΩΝ ΑΝΤΑΛΛΑΓΑ ΟΥΑΣΙΓΚΤΩΝ, 18.— ... ΠΟΛΛΑΙ ΣΥΛΛΗΨΕΙΣ Αντιπροσωπεία... ΔΕΝ ΘΑ ΣΥΜΜΑΧΗΣΗ ΛΟΣ ΑΝΤΖΕΛΕΣ, Καλιφόρνια 18.— ... Ο ΚΑΡΔΙΝΑΛΙΟΣ ΠΗΓΑ ΜΟΣΧΑ, 18.— ... ΠΟΛΛΑΙ ΣΥΛΛΗΨΕΙΣ ΕΙΣ ΤΗΝ ΠΟΛΩΝΙΑΝ ΦΟΙΤΗΤΩΝ ΜΕΤΑΣΧΟΝΤΩΝ ΕΙΣ ΕΚΔΗΛΩΣΕΙΣ ΣΥΝΕΧΕΙΑ ΕΚ ΤΗΣ 1ΗΣ ΣΕΛ. Πολλαί συλλήψεις φοιτητών έγένοντο είς τήν Πολωνίαν κατά τάς τελευταίας ήμέρας... ΑΠΙΟΠΤΑΙ ΕΚΚΑΘΑΡΙΣΕΙΣ ΒΑΡΣΟΒΙΑ, 18.— ... ΤΟ ΠΑΡΑΣΚΗΝΙΟΝ ΣΥΝΕΔΡΙΩΝ ΜΠΟΥΕΝΟΣ ΑΪΡΕΣ, 18.— ... Ο κ. ΝΙΒΚΟΒ ΕΙΣ ΑΓΚΥΡΑΝ ΣΟΦΙΑ, 18.— Ο κ. Ζίβκοβ άναχωρεί διά τήν Αγκυραν...	[980, 0, 1544, 2351]
headline-sihanouk: Ο ΣΙΧΑΝΟΥΚ ΔΕΧΕΤΑΙ ΝΑ ΦΕΡΗ ΕΙΣ ΕΠΑΦΗΝ ΤΑΣ ΗΝΩΜ. ΠΟΛΙΤΕΙΑΣ ΜΕ ΤΟ ΒΟΡ. ΒΙΕΤΝΑΜ	[267, 885, 610, 1031]
headline-shipping-line: ΝΕΑ ΓΡΑΜΜΗ ΠΛΟΙΩΝ ΜΕΤΑΞΥ ΕΛΛΑΔΟΣ ΚΑΙ ΔΥΤ. ΑΦΡΙΚΗΣ	[667, 521, 800, 562]
subhead-cardinal: ΚΑΙ ΚΑΡΔΙΝΑΛΙΟΣ	[6, 77, 220, 94]
headline-johnson-appeal: Ο ΤΖΟΝΣΟΝ ΕΙΣ ΔΡΑΜΑΤΙΚΗΝ ΕΚΚΛΗΣΙΝ ΤΟΥ ΖΗΤΕΙ ΑΠΟ ΤΟΝ ΑΜΕΡΙΚΑΝΙΚΟΝ ΛΑΟΝ ΝΑ ΚΑΤΑΒΑΛΗ ΥΠΕΡ ΟΛΩΝ ΠΡΟΣΠΑΘΕΙΑΝ ΔΙΑ ΝΑ ΚΕΡΔΗΘΗ Ο ΠΟΛΕΜΟΣ ΕΙΣ ΒΙΕΤΝΑΜ	[242, 5, 634, 318]
subhead-saigon-army: ΘΑ ΑΥΞΗΘΗ Ο ΣΤΡΑΤΟΣ ΤΗΣ ΣΑ-Ι-ΓΚΩΝ ΚΑΤΑ 125.000	[250, 362, 627, 405]
headline-teachers: ΜΟΝΙΜΟΠΟΙΗΣΕΙΣ ΔΟΚΙΜΩΝ ΚΑΘΗΓΗΤΩΝ	[10, 1118, 216, 1151]
